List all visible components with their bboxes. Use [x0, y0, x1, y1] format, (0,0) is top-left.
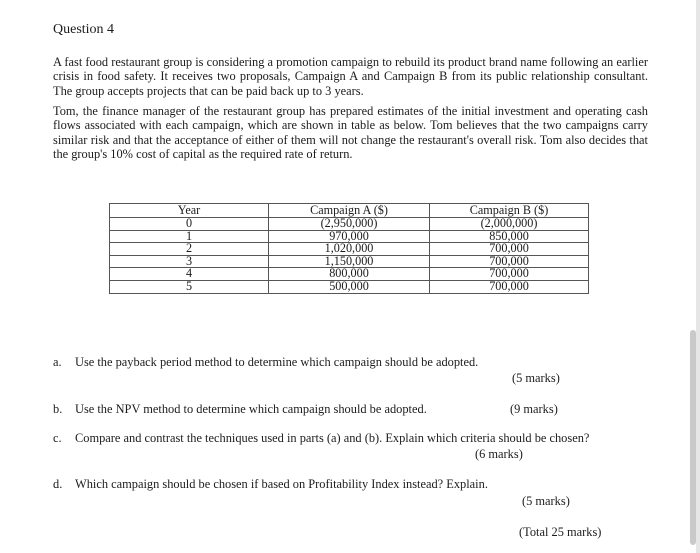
question-paragraph-1: A fast food restaurant group is considering a promotion campaign to rebuild its product brand name following an earlier crisis in food safety. It receives two proposals, Campaign A and Campaign B from its public relationship consultant. The group accepts projects that can be paid back up to 3 years.: [53, 55, 648, 98]
part-d-text: Which campaign should be chosen if based on Profitability Index instead? Explain.: [75, 477, 488, 491]
total-marks: (Total 25 marks): [519, 525, 602, 539]
part-a-letter: a.: [53, 355, 62, 369]
cell-campaign-a: 1,020,000: [269, 243, 430, 256]
part-c-letter: c.: [53, 431, 62, 445]
cell-campaign-a: 970,000: [269, 230, 430, 243]
cell-campaign-a: 500,000: [269, 280, 430, 293]
cell-campaign-b: 700,000: [430, 268, 589, 281]
part-d-letter: d.: [53, 477, 63, 491]
question-paragraph-2: Tom, the finance manager of the restaurant group has prepared estimates of the initial investment and operating cash flows associated with each campaign, which are shown in table as below. Tom believes that the two campaigns carry similar risk and that the acceptance of either of them will not change the restaurant's overall risk. Tom also decides that the group's 10% cost of capital as the required rate of return.: [53, 104, 648, 162]
cell-year: 0: [110, 218, 269, 231]
header-campaign-a: Campaign A ($): [269, 204, 430, 218]
part-d-marks: (5 marks): [522, 494, 570, 508]
question-title: Question 4: [53, 22, 115, 37]
part-c-marks: (6 marks): [475, 447, 523, 461]
scrollbar[interactable]: [690, 330, 696, 545]
cell-campaign-b: 700,000: [430, 243, 589, 256]
header-campaign-b: Campaign B ($): [430, 204, 589, 218]
part-b-text: Use the NPV method to determine which campaign should be adopted.: [75, 402, 427, 416]
header-year: Year: [110, 204, 269, 218]
table-row: [110, 280, 589, 293]
cell-year: 2: [110, 243, 269, 256]
part-b-marks: (9 marks): [510, 402, 558, 416]
cell-year: 1: [110, 230, 269, 243]
cell-campaign-a: 800,000: [269, 268, 430, 281]
part-a-text: Use the payback period method to determine which campaign should be adopted.: [75, 355, 479, 369]
viewer-edge: [696, 0, 700, 553]
cell-campaign-a: (2,950,000): [269, 218, 430, 231]
cell-campaign-b: (2,000,000): [430, 218, 589, 231]
part-a-marks: (5 marks): [512, 371, 560, 385]
part-c-text: Compare and contrast the techniques used in parts (a) and (b). Explain which criteria should be chosen?: [75, 431, 590, 445]
cell-campaign-b: 850,000: [430, 230, 589, 243]
cell-campaign-b: 700,000: [430, 280, 589, 293]
cell-year: 4: [110, 268, 269, 281]
cell-campaign-b: 700,000: [430, 255, 589, 268]
cell-year: 3: [110, 255, 269, 268]
cash-flow-table: [109, 203, 589, 294]
part-b-letter: b.: [53, 402, 63, 416]
cell-year: 5: [110, 280, 269, 293]
cell-campaign-a: 1,150,000: [269, 255, 430, 268]
